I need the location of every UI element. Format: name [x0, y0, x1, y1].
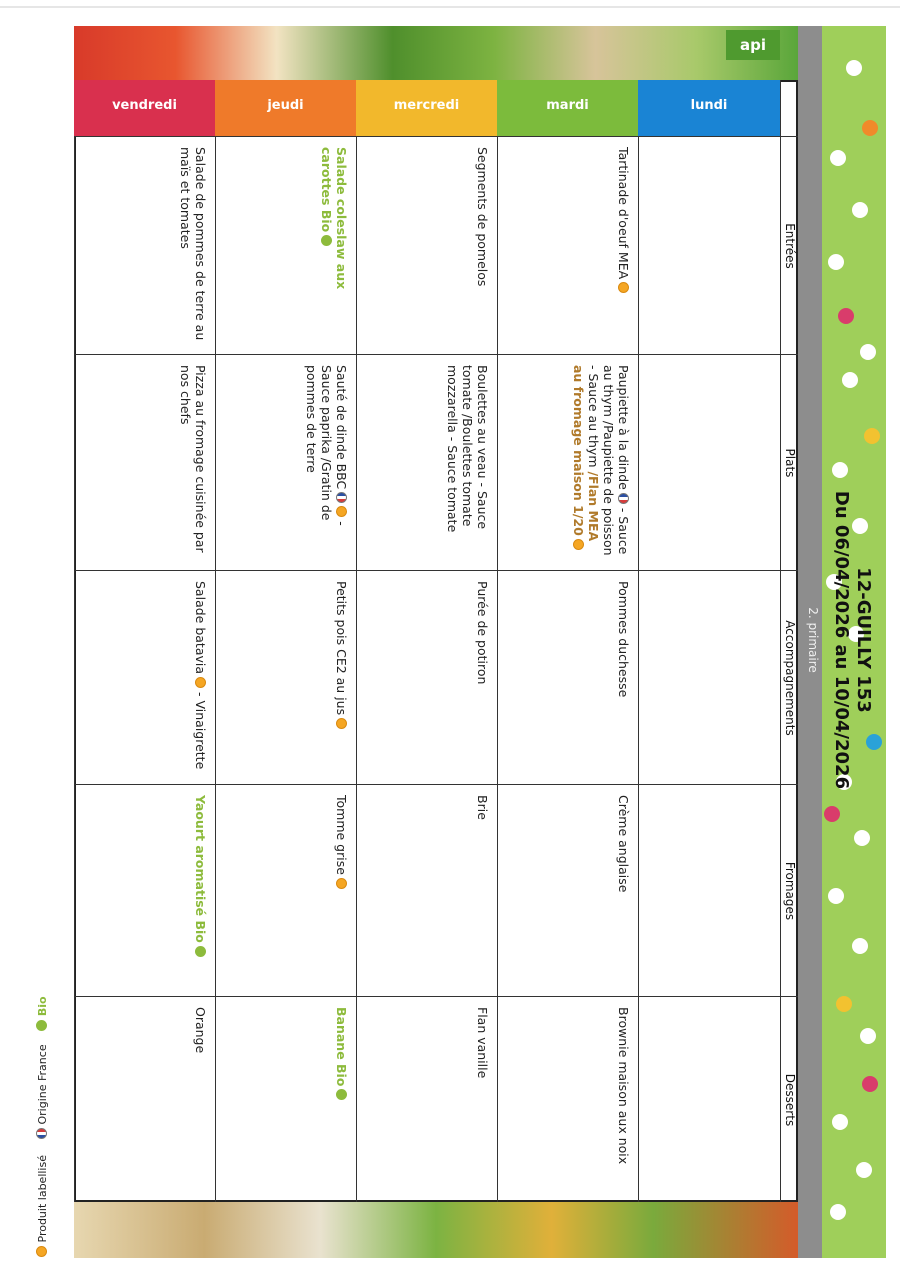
cell-plat-jeudi: [215, 354, 356, 570]
cell-accompagnement-mardi: [497, 570, 638, 784]
page-title: 12-GUILLY 153: [853, 567, 874, 713]
label-icon: [336, 878, 347, 889]
cell-text: Brie: [475, 795, 490, 820]
day-header-mardi: [497, 80, 638, 136]
cell-plat-vendredi: [74, 354, 215, 570]
cell-entree-jeudi: [215, 136, 356, 354]
cell-text: Salade batavia - Vinaigrette: [193, 581, 208, 770]
cell-text: Pommes duchesse: [616, 581, 631, 698]
day-name: mardi: [546, 98, 589, 113]
cell-text: Orange: [193, 1007, 208, 1054]
label-icon: [336, 718, 347, 729]
cell-accompagnement-jeudi: [215, 570, 356, 784]
cell-text: Crème anglaise: [616, 795, 631, 893]
cell-text: Tomme grise: [216, 785, 356, 996]
legend-label: Produit labellisé: [36, 1155, 49, 1260]
cell-dessert-mercredi: [356, 996, 497, 1202]
cell-text: Paupiette à la dinde - Sauce au thym /Paupiette de poisson - Sauce au thym /Flan MEA au fromage maison 1/20: [571, 365, 631, 556]
cell-fromage-lundi: [638, 784, 780, 996]
date-range: Du 06/04/2026 au 10/04/2026: [831, 490, 852, 790]
cell-fromage-jeudi: [215, 784, 356, 996]
api-logo: api: [726, 30, 780, 60]
cell-text: Banane Bio: [216, 997, 356, 1202]
cell-text: Segments de pomelos: [475, 147, 490, 287]
col-header-text: Plats: [783, 448, 797, 478]
cell-text: [639, 571, 780, 784]
france-flag-icon: [336, 492, 347, 503]
col-header-text: Desserts: [783, 1073, 797, 1127]
cell-text: [639, 137, 780, 354]
cell-fromage-mercredi: [356, 784, 497, 996]
col-header-text: Entrées: [783, 223, 797, 269]
cell-fromage-mardi: [497, 784, 638, 996]
label-icon: [195, 677, 206, 688]
cell-text: Pizza au fromage cuisinée par nos chefs: [178, 365, 208, 553]
header-corner: [780, 80, 798, 136]
bio-icon: [195, 946, 206, 957]
cell-text: Purée de potiron: [475, 581, 490, 685]
cell-entree-vendredi: [74, 136, 215, 354]
menu-header: [798, 380, 880, 900]
cell-text: [639, 355, 780, 570]
label-icon: [618, 282, 629, 293]
col-header-plat: [780, 354, 798, 570]
cell-plat-mardi: [497, 354, 638, 570]
cell-text: Flan vanille: [475, 1007, 490, 1079]
cell-entree-mercredi: [356, 136, 497, 354]
cell-dessert-vendredi: [74, 996, 215, 1202]
france-flag-icon: [618, 493, 629, 504]
cell-entree-mardi: [497, 136, 638, 354]
menu-level: 2. primaire: [806, 607, 820, 673]
cell-text: Salade coleslaw aux carottes Bio: [319, 147, 349, 290]
vegetable-photo-bottom: [74, 1202, 798, 1258]
cell-fromage-vendredi: [74, 784, 215, 996]
legend-bio: Bio: [36, 996, 49, 1034]
cell-text: Tartinade d'oeuf MEA: [498, 137, 638, 354]
cell-text: Salade de pommes de terre au maïs et tomates: [178, 147, 208, 341]
col-header-fromage: [780, 784, 798, 996]
day-header-vendredi: [74, 80, 215, 136]
day-name: jeudi: [267, 98, 304, 113]
cell-text: [639, 997, 780, 1202]
day-name: vendredi: [112, 98, 177, 113]
cell-dessert-jeudi: [215, 996, 356, 1202]
cell-text: Sauté de dinde BBC - Sauce paprika /Gratin de pommes de terre: [304, 365, 349, 526]
cell-text: Yaourt aromatisé Bio: [75, 785, 215, 996]
col-header-entree: [780, 136, 798, 354]
col-header-text: Accompagnements: [783, 620, 797, 736]
cell-accompagnement-mercredi: [356, 570, 497, 784]
cell-dessert-lundi: [638, 996, 780, 1202]
cell-text: Boulettes au veau - Sauce tomate /Boulettes tomate mozzarella - Sauce tomate: [445, 365, 490, 533]
cell-accompagnement-lundi: [638, 570, 780, 784]
label-icon: [336, 506, 347, 517]
col-header-accompagnement: [780, 570, 798, 784]
cell-plat-lundi: [638, 354, 780, 570]
label-icon: [573, 539, 584, 550]
legend-origin: Origine France: [36, 1044, 49, 1142]
day-header-lundi: [638, 80, 780, 136]
cell-plat-mercredi: [356, 354, 497, 570]
cell-accompagnement-vendredi: [74, 570, 215, 784]
day-header-jeudi: [215, 80, 356, 136]
cell-text: Brownie maison aux noix: [616, 1007, 631, 1165]
day-name: mercredi: [393, 98, 460, 113]
day-name: lundi: [690, 98, 728, 113]
cell-entree-lundi: [638, 136, 780, 354]
bio-icon: [336, 1089, 347, 1100]
vegetable-photo-top: [74, 26, 798, 80]
cell-text: [639, 785, 780, 996]
col-header-text: Fromages: [783, 861, 797, 921]
cell-text: Petits pois CE2 au jus: [216, 571, 356, 784]
bio-icon: [321, 235, 332, 246]
cell-dessert-mardi: [497, 996, 638, 1202]
col-header-dessert: [780, 996, 798, 1202]
day-header-mercredi: [356, 80, 497, 136]
